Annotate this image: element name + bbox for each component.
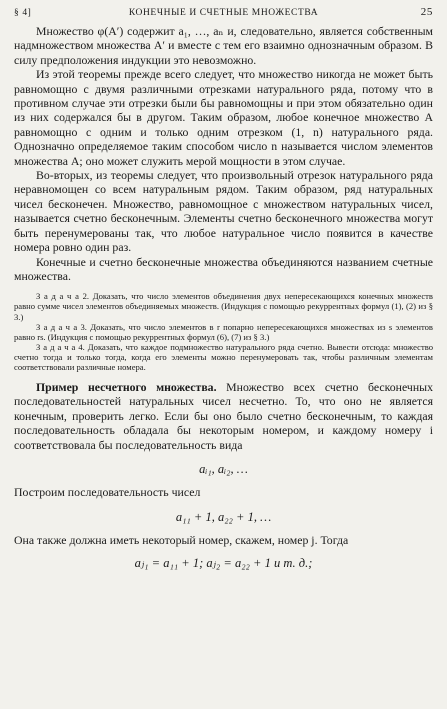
task-2: З а д а ч а 2. Доказать, что число элементов объединения двух непересекающихся конечных множеств равно сумме чисел элементов объединяемых множеств. (Индукция с помощью рекуррентных формул (1), (2) из § 3.)	[14, 291, 433, 322]
example-text: Множество всех счетно бесконечных последовательностей натуральных чисел несчетно. То, что оно не является конечным, проверить легко. Если бы оно было счетно бесконечным, то каждая последовательность обладала бы некоторым номером, и каждому номеру i соответствовала бы последовательность вида	[14, 380, 433, 452]
spacer	[14, 283, 433, 291]
running-title: КОНЕЧНЫЕ И СЧЕТНЫЕ МНОЖЕСТВА	[128, 8, 319, 18]
example-paragraph	[14, 380, 433, 452]
paragraph-2: Из этой теоремы прежде всего следует, что множество никогда не может быть равномощно с двумя различными отрезками натурального ряда, потому что в противном случае эти отрезки были бы равномощны и при этом обязательно один из них содержался бы в другом. Таким образом, любое конечное множество A равномощно с одним и только одним отрезком (1, n) натурального ряда. Однозначно определяемое таким способом число n называется числом элементов множества A; оно может служить мерой мощности в этом случае.	[14, 67, 433, 168]
formula-equalities: aⱼ₁ = a₁₁ + 1; aⱼ₂ = a₂₂ + 1 и т. д.;	[134, 555, 313, 570]
construct-line: Построим последовательность чисел	[14, 485, 201, 500]
formula-sequence: aᵢ₁, aᵢ₂, …	[199, 462, 248, 477]
page-number: 25	[420, 6, 433, 18]
number-line: Она также должна иметь некоторый номер, скажем, номер j. Тогда	[14, 532, 349, 547]
spacer	[14, 372, 433, 380]
section-marker: § 4]	[14, 8, 32, 18]
paragraph-1: Множество φ(A′) содержит a₁, …, aₙ и, следовательно, является собственным надмножеством множества A′ и вместе с тем его взаимно однозначным образом. В силу предположения индукции это невозможно.	[14, 24, 433, 67]
task-4: З а д а ч а 4. Доказать, что каждое подмножество натурального ряда счетно. Вывести отсюда: множество счетно тогда и только тогда, когда его элементы можно перенумеровать так, чтобы различным элементам соответствовали различные номера.	[14, 341, 433, 372]
paragraph-4: Конечные и счетно бесконечные множества объединяются названием счетные множества.	[14, 254, 433, 283]
formula-diagonal: a₁₁ + 1, a₂₂ + 1, …	[175, 509, 272, 524]
running-header	[14, 6, 433, 24]
example-heading: Пример несчетного множества.	[36, 380, 217, 395]
paragraph-3: Во-вторых, из теоремы следует, что произвольный отрезок натурального ряда неравномощен со всем натуральным рядом. Таким образом, ряд натуральных чисел бесконечен. Множество, равномощное с множеством натуральных чисел, называется счетно бесконечным. Элементы счетно бесконечного множества могут быть перенумерованы так, что любое натуральное число появится в качестве номера ровно один раз.	[14, 168, 433, 255]
task-3: З а д а ч а 3. Доказать, что число элементов в r попарно непересекающихся множествах из s элементов равно rs. (Индукция с помощью рекуррентных формул (6), (7) из § 3.)	[14, 321, 433, 342]
